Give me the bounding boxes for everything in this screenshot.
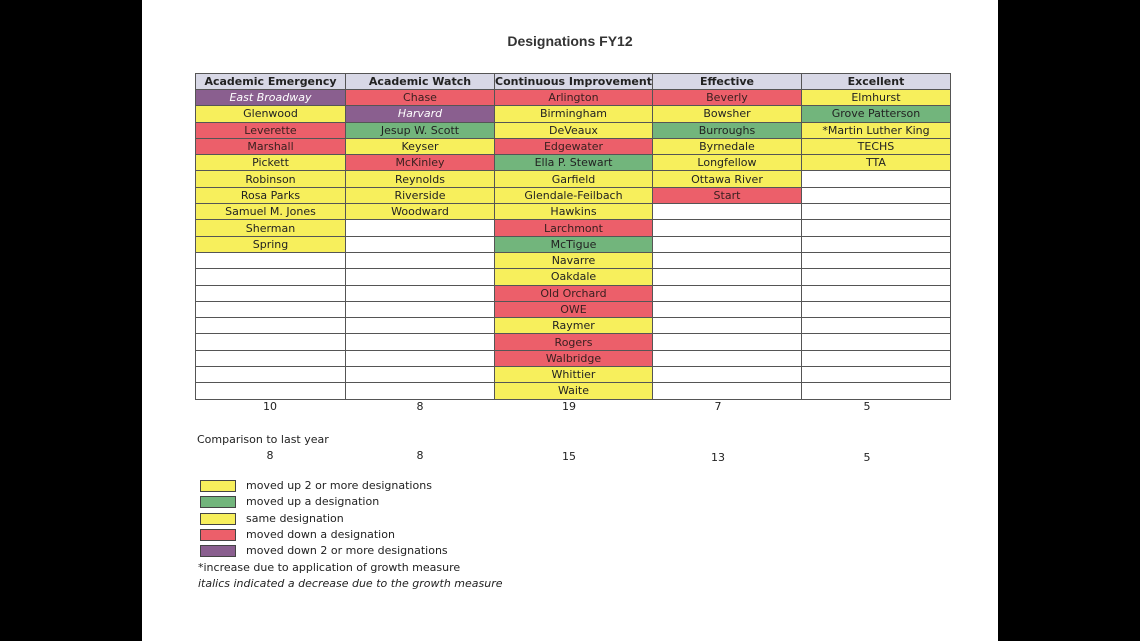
table-row	[196, 383, 951, 399]
school-cell: Old Orchard	[495, 285, 653, 301]
empty-cell	[652, 334, 801, 350]
empty-cell	[196, 334, 346, 350]
empty-cell	[801, 367, 950, 383]
empty-cell	[801, 187, 950, 203]
empty-cell	[652, 383, 801, 399]
empty-cell	[346, 220, 495, 236]
empty-cell	[652, 301, 801, 317]
column-header: Academic Watch	[346, 74, 495, 90]
school-cell: Elmhurst	[801, 90, 950, 106]
legend-swatch	[200, 529, 236, 541]
school-cell: Marshall	[196, 138, 346, 154]
growth-increase-note: *increase due to application of growth measure	[198, 561, 461, 574]
school-cell: Leverette	[196, 122, 346, 138]
empty-cell	[346, 269, 495, 285]
table-row	[196, 106, 951, 122]
empty-cell	[801, 171, 950, 187]
column-count: 10	[263, 400, 277, 413]
school-cell: Pickett	[196, 155, 346, 171]
empty-cell	[801, 220, 950, 236]
empty-cell	[346, 236, 495, 252]
school-cell: Jesup W. Scott	[346, 122, 495, 138]
school-cell: Samuel M. Jones	[196, 204, 346, 220]
school-cell: Longfellow	[652, 155, 801, 171]
school-cell: Glenwood	[196, 106, 346, 122]
legend-swatch	[200, 513, 236, 525]
school-cell: Walbridge	[495, 350, 653, 366]
empty-cell	[652, 350, 801, 366]
school-cell: Edgewater	[495, 138, 653, 154]
school-cell: Burroughs	[652, 122, 801, 138]
legend-label: moved down 2 or more designations	[246, 544, 448, 558]
empty-cell	[196, 383, 346, 399]
empty-cell	[196, 350, 346, 366]
legend-label: moved up 2 or more designations	[246, 479, 432, 492]
empty-cell	[801, 383, 950, 399]
column-header: Academic Emergency	[196, 74, 346, 90]
empty-cell	[346, 318, 495, 334]
empty-cell	[196, 367, 346, 383]
school-cell: Riverside	[346, 187, 495, 203]
school-cell: Glendale-Feilbach	[495, 187, 653, 203]
empty-cell	[652, 236, 801, 252]
column-count: 7	[714, 400, 722, 413]
empty-cell	[652, 220, 801, 236]
empty-cell	[346, 252, 495, 268]
school-cell: Raymer	[495, 318, 653, 334]
empty-cell	[801, 285, 950, 301]
school-cell: Chase	[346, 90, 495, 106]
school-cell: Byrnedale	[652, 138, 801, 154]
table-row	[196, 138, 951, 154]
column-header: Continuous Improvement	[495, 75, 652, 88]
table-row	[196, 204, 951, 220]
school-cell: Sherman	[196, 220, 346, 236]
empty-cell	[801, 301, 950, 317]
document-page	[142, 0, 998, 641]
legend-swatch	[200, 480, 236, 492]
school-cell: Ella P. Stewart	[495, 155, 653, 171]
school-cell: Bowsher	[652, 106, 801, 122]
empty-cell	[196, 269, 346, 285]
empty-cell	[346, 350, 495, 366]
school-cell: *Martin Luther King	[801, 122, 950, 138]
school-cell: Garfield	[495, 171, 653, 187]
table-row	[196, 236, 951, 252]
empty-cell	[652, 285, 801, 301]
empty-cell	[346, 301, 495, 317]
table-row	[196, 90, 951, 106]
school-cell: Waite	[495, 383, 653, 399]
document-title: Designations FY12	[507, 33, 633, 49]
school-cell: Whittier	[495, 367, 653, 383]
empty-cell	[652, 367, 801, 383]
school-cell: Rosa Parks	[196, 187, 346, 203]
school-cell: Arlington	[495, 90, 653, 106]
table-row	[196, 122, 951, 138]
table-row	[196, 269, 951, 285]
school-cell: Oakdale	[495, 269, 653, 285]
empty-cell	[196, 252, 346, 268]
table-row	[196, 155, 951, 171]
empty-cell	[346, 334, 495, 350]
legend-swatch	[200, 545, 236, 557]
table-row	[196, 350, 951, 366]
table-header-row	[196, 74, 951, 90]
table-row	[196, 334, 951, 350]
school-cell: Woodward	[346, 204, 495, 220]
column-header: Effective	[652, 74, 801, 90]
legend-label: moved down a designation	[246, 527, 395, 541]
empty-cell	[346, 383, 495, 399]
table-row	[196, 187, 951, 203]
school-cell: Ottawa River	[652, 171, 801, 187]
last-year-count: 8	[266, 449, 274, 462]
school-cell: Rogers	[495, 334, 653, 350]
legend-label: same designation	[246, 511, 344, 525]
empty-cell	[652, 204, 801, 220]
school-cell: McKinley	[346, 155, 495, 171]
school-cell: Robinson	[196, 171, 346, 187]
empty-cell	[801, 318, 950, 334]
school-cell: Birmingham	[495, 106, 653, 122]
legend-swatch	[200, 496, 236, 508]
school-cell: Navarre	[495, 252, 653, 268]
empty-cell	[196, 318, 346, 334]
empty-cell	[801, 252, 950, 268]
empty-cell	[346, 285, 495, 301]
growth-decrease-note: italics indicated a decrease due to the growth measure	[198, 577, 503, 590]
school-cell: Grove Patterson	[801, 106, 950, 122]
school-cell: Spring	[196, 236, 346, 252]
school-cell: TECHS	[801, 138, 950, 154]
table-row	[196, 171, 951, 187]
school-cell: East Broadway	[196, 90, 346, 106]
empty-cell	[801, 350, 950, 366]
column-count: 19	[562, 400, 576, 413]
school-cell: OWE	[495, 301, 653, 317]
designations-table	[195, 73, 951, 400]
table-row	[196, 252, 951, 268]
school-cell: Hawkins	[495, 204, 653, 220]
empty-cell	[346, 367, 495, 383]
empty-cell	[196, 301, 346, 317]
empty-cell	[801, 269, 950, 285]
empty-cell	[652, 269, 801, 285]
last-year-count: 8	[416, 449, 424, 462]
empty-cell	[196, 285, 346, 301]
empty-cell	[801, 204, 950, 220]
school-cell: Harvard	[346, 106, 495, 122]
last-year-count: 5	[863, 451, 871, 464]
table-row	[196, 285, 951, 301]
school-cell: McTigue	[495, 236, 653, 252]
column-count: 5	[863, 400, 871, 413]
comparison-label: Comparison to last year	[197, 433, 329, 446]
empty-cell	[652, 318, 801, 334]
last-year-count: 13	[711, 451, 725, 464]
column-count: 8	[416, 400, 424, 413]
school-cell: Beverly	[652, 90, 801, 106]
legend-label: moved up a designation	[246, 495, 380, 509]
school-cell: Keyser	[346, 138, 495, 154]
empty-cell	[801, 334, 950, 350]
school-cell: DeVeaux	[495, 122, 653, 138]
empty-cell	[801, 236, 950, 252]
table-row	[196, 301, 951, 317]
table-row	[196, 367, 951, 383]
school-cell: Reynolds	[346, 171, 495, 187]
table-row	[196, 318, 951, 334]
empty-cell	[652, 252, 801, 268]
school-cell: Larchmont	[495, 220, 653, 236]
school-cell: Start	[652, 187, 801, 203]
column-header: Excellent	[801, 74, 950, 90]
school-cell: TTA	[801, 155, 950, 171]
table-row	[196, 220, 951, 236]
last-year-count: 15	[562, 450, 576, 463]
